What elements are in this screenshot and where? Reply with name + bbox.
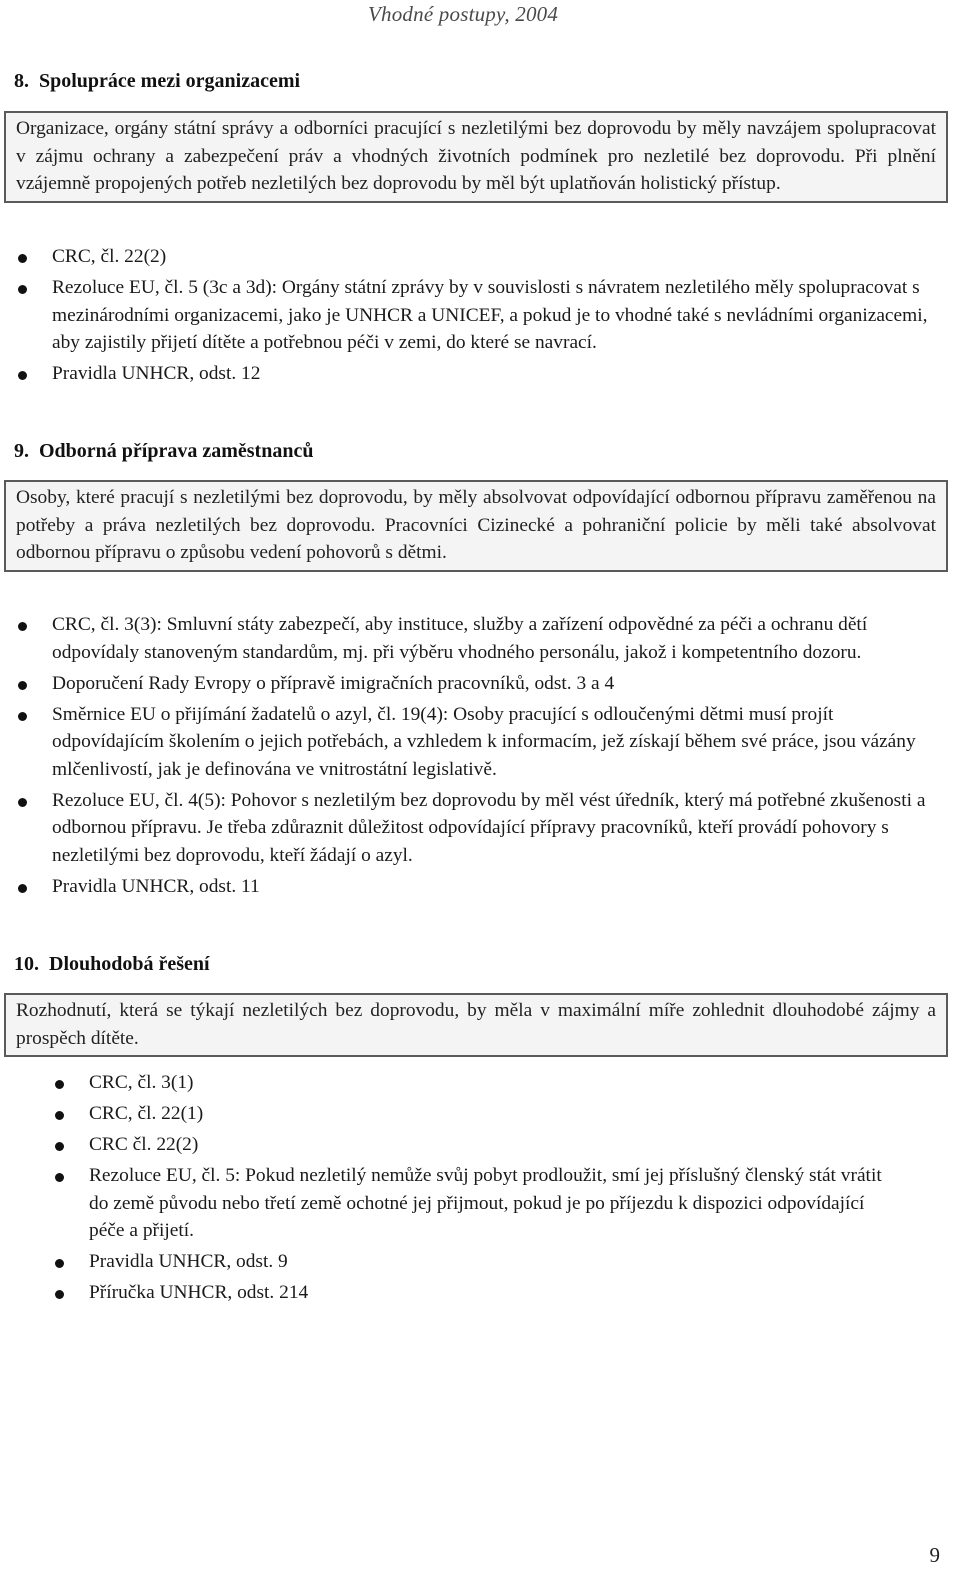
list-item: CRC, čl. 22(2) (52, 243, 942, 271)
section-heading-8 (14, 70, 300, 93)
list-item: CRC, čl. 22(1) (89, 1100, 889, 1128)
bullet-icon (55, 1142, 64, 1151)
bullet-icon (18, 681, 27, 690)
section-heading-9 (14, 440, 313, 463)
list-item: CRC, čl. 3(3): Smluvní státy zabezpečí, aby instituce, služby a zařízení odpovědné za péči a ochranu dětí odpovídaly stanoveným standardům, mj. při výběru vhodného personálu, jakož i kompetentního dozoru. (52, 611, 942, 666)
bullet-icon (18, 285, 27, 294)
list-item: Pravidla UNHCR, odst. 11 (52, 873, 942, 901)
bullet-icon (18, 712, 27, 721)
bullet-icon (18, 798, 27, 807)
list-item: Pravidla UNHCR, odst. 9 (89, 1248, 889, 1276)
list-item: Rezoluce EU, čl. 4(5): Pohovor s nezletilým bez doprovodu by měl vést úředník, který má potřebné zkušenosti a odbornou přípravu. Je třeba zdůraznit důležitost odpovídající přípravy pracovníků, kteří provádí pohovory s nezletilými bez doprovodu, kteří žádají o azyl. (52, 787, 942, 870)
reference-list-9 (52, 611, 942, 904)
section-number: 9. (14, 440, 29, 462)
reference-list-10 (89, 1069, 889, 1310)
page-number: 9 (929, 1543, 940, 1567)
list-item: Pravidla UNHCR, odst. 12 (52, 360, 942, 388)
list-item: Příručka UNHCR, odst. 214 (89, 1279, 889, 1307)
list-item: Rezoluce EU, čl. 5: Pokud nezletilý nemůže svůj pobyt prodloužit, smí jej příslušný členský stát vrátit do země původu nebo třetí země ochotné jej přijmout, pokud je po příjezdu k dispozici odpovídající péče a přijetí. (89, 1162, 889, 1245)
bullet-icon (18, 884, 27, 893)
list-item: CRC, čl. 3(1) (89, 1069, 889, 1097)
section-number: 10. (14, 953, 39, 975)
principle-box-9 (4, 480, 948, 572)
list-item: Rezoluce EU, čl. 5 (3c a 3d): Orgány státní zprávy by v souvislosti s návratem nezletilého měly spolupracovat s mezinárodními organizacemi, jako je UNHCR a UNICEF, a pokud je to vhodné také s nevládními organizacemi, aby zajistily přijetí dítěte a potřebnou péči v zemi, do které se navrací. (52, 274, 942, 357)
reference-list-8 (52, 243, 942, 391)
principle-text: Organizace, orgány státní správy a odborníci pracující s nezletilými bez doprovodu by měly navzájem spolupracovat v zájmu ochrany a zabezpečení práv a vhodných životních podmínek pro nezletilé bez doprovodu. Při plnění vzájemně propojených potřeb nezletilých bez doprovodu by měl být uplatňován holistický přístup. (16, 118, 936, 195)
bullet-icon (18, 371, 27, 380)
list-item: CRC čl. 22(2) (89, 1131, 889, 1159)
bullet-icon (55, 1111, 64, 1120)
list-item: Doporučení Rady Evropy o přípravě imigračních pracovníků, odst. 3 a 4 (52, 670, 942, 698)
bullet-icon (18, 622, 27, 631)
section-number: 8. (14, 70, 29, 92)
section-heading-10 (14, 953, 210, 976)
principle-box-8 (4, 111, 948, 203)
principle-text: Osoby, které pracují s nezletilými bez doprovodu, by měly absolvovat odpovídající odbornou přípravu zaměřenou na potřeby a práva nezletilých bez doprovodu. Pracovníci Cizinecké a pohraniční policie by měli také absolvovat odbornou přípravu o způsobu vedení pohovorů s dětmi. (16, 487, 936, 564)
section-title: Odborná příprava zaměstnanců (39, 440, 314, 462)
principle-box-10 (4, 993, 948, 1057)
bullet-icon (55, 1080, 64, 1089)
bullet-icon (55, 1259, 64, 1268)
list-item: Směrnice EU o přijímání žadatelů o azyl, čl. 19(4): Osoby pracující s odloučenými dětmi musí projít odpovídajícím školením o jejich potřebách, a vzhledem k informacím, jež získají během své práce, jsou vázány mlčenlivostí, jak je definována ve vnitrostátní legislativě. (52, 701, 942, 784)
running-header: Vhodné postupy, 2004 (368, 2, 559, 26)
bullet-icon (55, 1290, 64, 1299)
bullet-icon (18, 254, 27, 263)
section-title: Spolupráce mezi organizacemi (39, 70, 301, 92)
principle-text: Rozhodnutí, která se týkají nezletilých bez doprovodu, by měla v maximální míře zohlednit dlouhodobé zájmy a prospěch dítěte. (16, 1000, 936, 1049)
section-title: Dlouhodobá řešení (49, 953, 210, 975)
bullet-icon (55, 1173, 64, 1182)
